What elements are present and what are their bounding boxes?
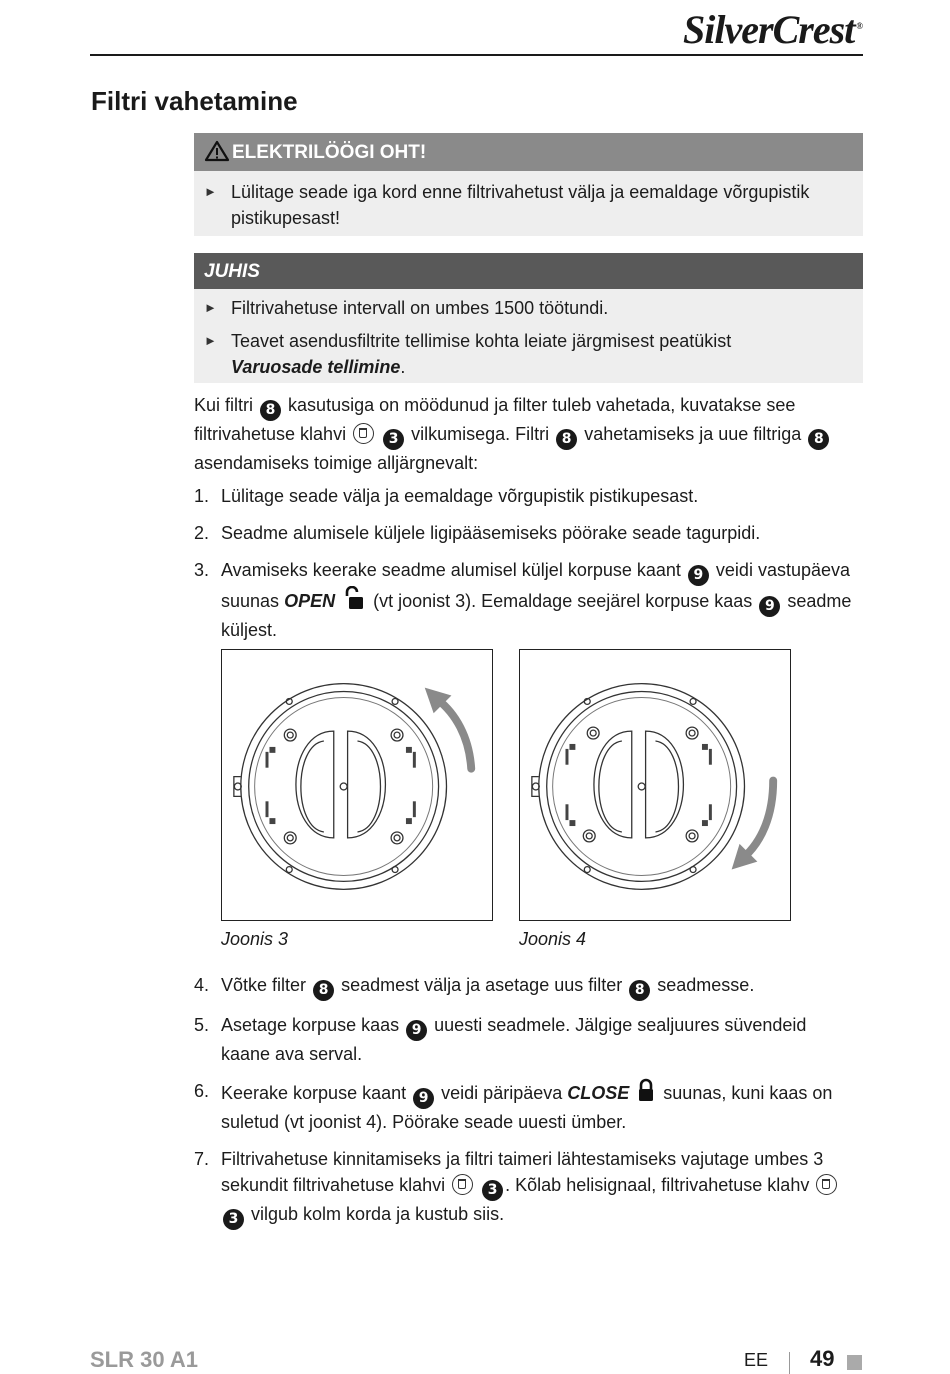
filter-key-icon [816, 1174, 837, 1195]
list-item: 2. Seadme alumisele küljele ligipääsemiseks pöörake seade tagurpidi. [194, 523, 761, 543]
intro-paragraph: Kui filtri 8 kasutusiga on möödunud ja filter tuleb vahetada, kuvatakse see filtrivahetuse klahvi 3 vilkumisega. Filtri 8 vahetamiseks ja uue filtriga 8 asendamiseks toimige alljärgnevalt: [194, 392, 854, 476]
warning-item: ► Lülitage seade iga kord enne filtrivahetust välja ja eemaldage võrgupistik pistikupesast! [194, 179, 863, 231]
note-item: ► Teavet asendusfiltrite tellimise kohta leiate järgmisest peatükist Varuosade tellimine. [194, 328, 863, 380]
lock-icon [637, 1078, 655, 1102]
steps-list-b [194, 972, 854, 1230]
device-bottom-open-illustration [222, 650, 491, 919]
footer-square-icon [847, 1355, 862, 1370]
footer-model: SLR 30 A1 [90, 1347, 199, 1372]
ref-number-badge: 8 [313, 980, 334, 1001]
header-rule [90, 54, 863, 56]
warning-header [194, 133, 863, 171]
filter-key-icon [452, 1174, 473, 1195]
list-item: 1. Lülitage seade välja ja eemaldage võrgupistik pistikupesast. [194, 486, 699, 506]
ref-number-badge: 9 [688, 565, 709, 586]
ref-number-badge: 9 [406, 1020, 427, 1041]
chapter-reference: Varuosade tellimine [231, 357, 401, 377]
ref-number-badge: 3 [383, 429, 404, 450]
ref-number-badge: 8 [629, 980, 650, 1001]
list-item: 4. Võtke filter 8 seadmest välja ja asetage uus filter 8 seadmesse. [194, 972, 854, 1001]
list-item: 3. Avamiseks keerake seadme alumisel küljel korpuse kaant 9 veidi vastupäeva suunas OPEN (vt joonist 3). Eemaldage seejärel korpuse kaas 9 seadme küljest. [194, 560, 852, 640]
close-label: CLOSE [567, 1083, 630, 1103]
figure-3 [221, 649, 493, 921]
footer-language: EE [744, 1350, 769, 1370]
footer-divider [789, 1352, 790, 1374]
ref-number-badge: 8 [808, 429, 829, 450]
list-item: 6. Keerake korpuse kaant 9 veidi päripäeva CLOSE suunas, kuni kaas on suletud (vt joonist 4). Pöörake seade uuesti ümber. [194, 1078, 854, 1135]
ref-number-badge: 3 [482, 1180, 503, 1201]
ref-number-badge: 9 [759, 596, 780, 617]
bullet-arrow-icon: ► [204, 333, 217, 348]
filter-key-icon [353, 423, 374, 444]
page-title: Filtri vahetamine [91, 86, 298, 116]
steps-list-a [194, 483, 854, 643]
ref-number-badge: 8 [260, 400, 281, 421]
ref-number-badge: 8 [556, 429, 577, 450]
bullet-arrow-icon: ► [204, 184, 217, 199]
figure-4 [519, 649, 791, 921]
ref-number-badge: 3 [223, 1209, 244, 1230]
figure-4-caption: Joonis 4 [519, 929, 587, 949]
warning-triangle-icon [204, 140, 230, 162]
note-item: ► Filtrivahetuse intervall on umbes 1500 töötundi. [194, 295, 863, 321]
list-item: 7. Filtrivahetuse kinnitamiseks ja filtri taimeri lähtestamiseks vajutage umbes 3 sekundit filtrivahetuse klahvi 3 . Kõlab helisignaal, filtrivahetuse klahv 3 vilgub kolm korda ja kustub siis. [194, 1146, 854, 1230]
device-bottom-closed-illustration [520, 650, 789, 919]
unlock-icon [343, 586, 365, 610]
warning-heading: ELEKTRILÖÖGI OHT! [232, 142, 427, 163]
note-heading: JUHIS [194, 253, 863, 289]
page-number: 49 [810, 1346, 835, 1371]
list-item: 5. Asetage korpuse kaas 9 uuesti seadmele. Jälgige sealjuures süvendeid kaane ava serval. [194, 1015, 807, 1064]
brand-logo: SilverCrest ® [683, 7, 862, 52]
open-label: OPEN [284, 591, 336, 611]
note-box [194, 253, 863, 383]
bullet-arrow-icon: ► [204, 300, 217, 315]
figure-3-caption: Joonis 3 [221, 929, 289, 949]
warning-box [194, 133, 863, 236]
ref-number-badge: 9 [413, 1088, 434, 1109]
